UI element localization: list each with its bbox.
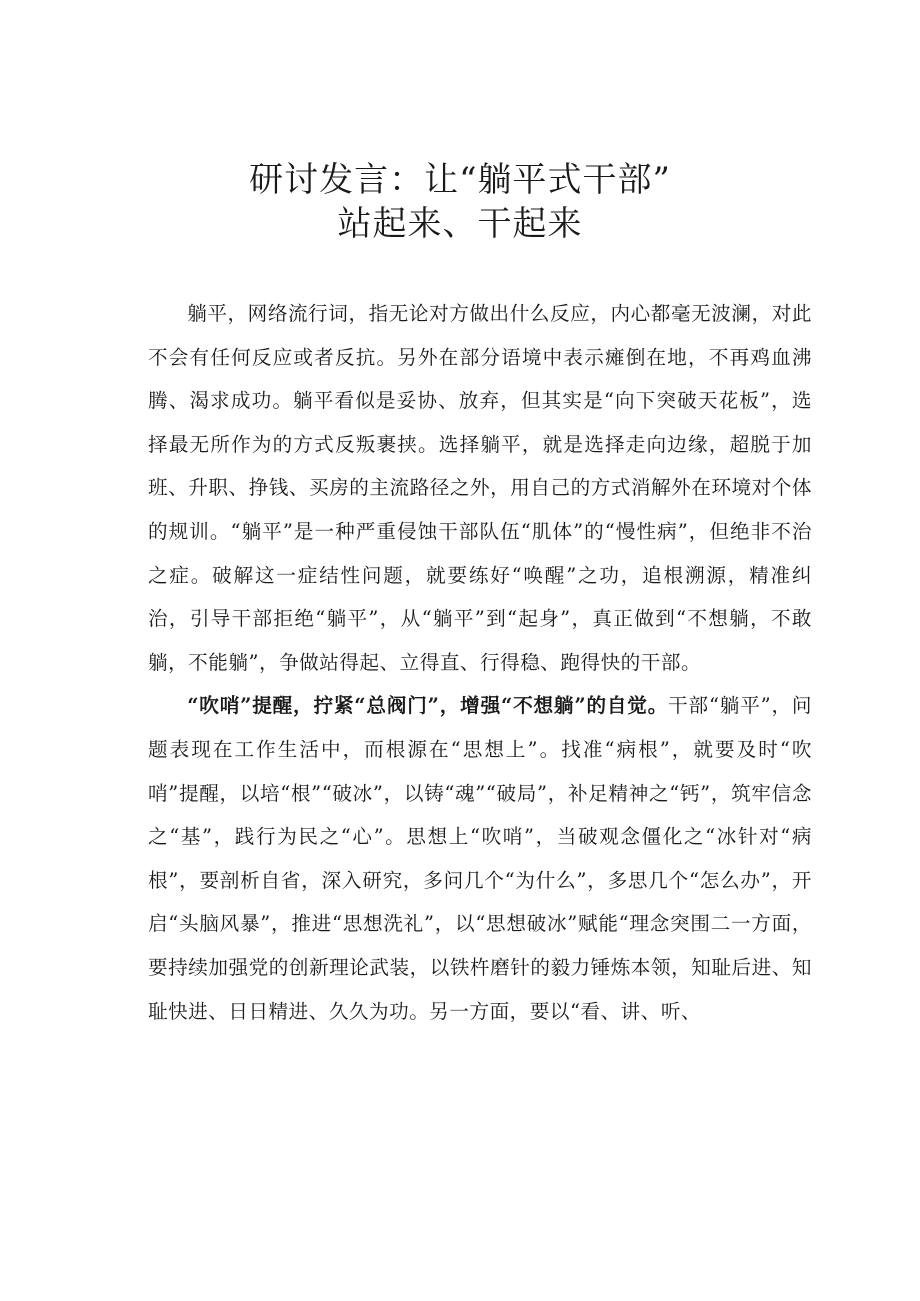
document-body [148,292,812,1033]
paragraph-2-text: 干部“躺平”，问题表现在工作生活中，而根源在“思想上”。找准“病根”，就要及时“吹哨”提醒，以培“根”“破冰”，以铸“魂”“破局”，补足精神之“钙”，筑牢信念之“基”，践行为民之“心”。思想上“吹哨”，当破观念僵化之“冰针对“病根”，要剖析自省，深入研究，多问几个“为什么”，多思几个“怎么办”，开启“头脑风暴”，推进“思想洗礼”，以“思想破冰”赋能“理念突围二一方面，要持续加强党的创新理论武装，以铁杵磨针的毅力锤炼本领，知耻后进、知耻快进、日日精进、久久为功。另一方面，要以“看、讲、听、 [148,694,812,1023]
paragraph-2-lead: “吹哨”提醒，拧紧“总阀门”，增强“不想躺”的自觉。 [187,694,669,718]
paragraph-1 [148,292,812,684]
paragraph-2 [148,684,812,1033]
document-title-line-1: 研讨发言：让“躺平式干部” [249,160,671,200]
paragraph-1-text: 躺平，网络流行词，指无论对方做出什么反应，内心都毫无波澜，对此不会有任何反应或者反抗。另外在部分语境中表示瘫倒在地，不再鸡血沸腾、渴求成功。躺平看似是妥协、放弃，但其实是“向下突破天花板”，选择最无所作为的方式反叛裹挟。选择躺平，就是选择走向边缘，超脱于加班、升职、挣钱、买房的主流路径之外，用自己的方式消解外在环境对个体的规训。“躺平”是一种严重侵蚀干部队伍“肌体”的“慢性病”，但绝非不治之症。破解这一症结性问题，就要练好“唤醒”之功，追根溯源，精准纠治，引导干部拒绝“躺平”，从“躺平”到“起身”，真正做到“不想躺，不敢躺，不能躺”，争做站得起、立得直、行得稳、跑得快的干部。 [148,302,812,674]
document-title-line-2: 站起来、干起来 [337,204,583,244]
